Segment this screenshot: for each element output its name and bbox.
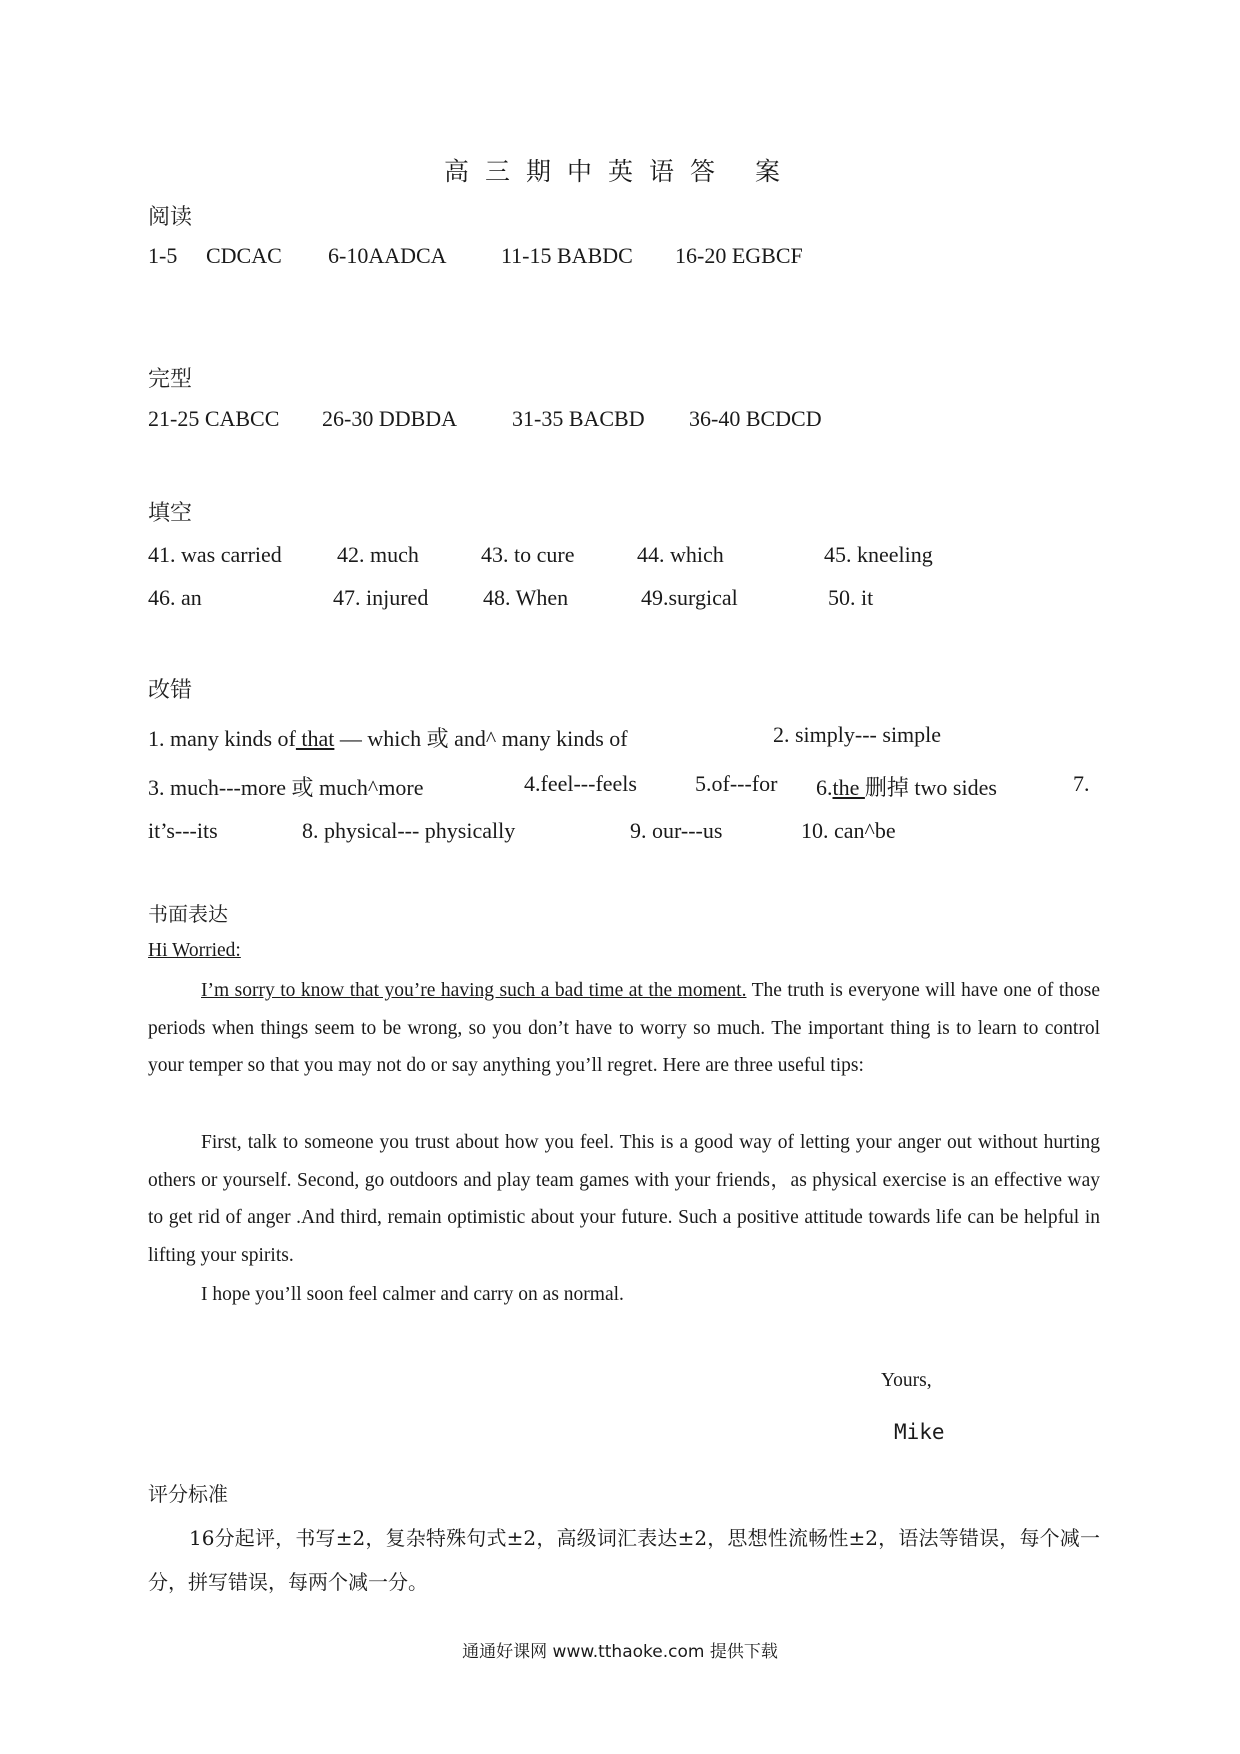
fill-answer-49: 49.surgical: [641, 585, 738, 610]
reading-group-2: 6-10AADCA: [328, 243, 447, 268]
correction-item-10: 10. can^be: [801, 818, 896, 843]
scoring-criteria: 16分起评，书写±2，复杂特殊句式±2，高级词汇表达±2，思想性流畅性±2，语法等错误，每个减一分，拼写错误，每两个减一分。: [148, 1526, 1100, 1594]
fill-answer-41: 41. was carried: [148, 542, 282, 567]
fill-answer-50: 50. it: [828, 585, 874, 610]
correction-item-5: 5.of---for: [695, 771, 778, 796]
fill-answer-46: 46. an: [148, 585, 202, 610]
footer-download-note: 通通好课网 www.tthaoke.com 提供下载: [462, 1642, 778, 1662]
reading-group-1-answers: CDCAC: [206, 243, 282, 268]
cloze-group-4: 36-40 BCDCD: [689, 406, 822, 431]
letter-signature: Mike: [894, 1420, 945, 1444]
letter-closing: Yours,: [881, 1370, 932, 1391]
section-label-scoring: 评分标准: [148, 1482, 228, 1506]
fill-answer-45: 45. kneeling: [824, 542, 933, 567]
letter-paragraph-2: First, talk to someone you trust about how you feel. This is a good way of letting your anger out without hurting others or yourself. Second, go outdoors and play team games with your friends，as physical exercise is an effective way to get rid of anger .And third, remain optimistic about your future. Such a positive attitude towards life can be helpful in lifting your spirits.: [148, 1132, 1100, 1266]
fill-answer-48: 48. When: [483, 585, 569, 610]
correction-item-6-the: the: [832, 775, 865, 800]
letter-opening-sentence: I’m sorry to know that you’re having such a bad time at the moment.: [201, 980, 747, 1001]
correction-item-4: 4.feel---feels: [524, 771, 637, 796]
correction-item-1: [148, 722, 628, 753]
fill-answer-43: 43. to cure: [481, 542, 575, 567]
cloze-group-3: 31-35 BACBD: [512, 406, 645, 431]
section-label-fill: 填空: [148, 501, 193, 526]
reading-group-3: 11-15 BABDC: [501, 243, 633, 268]
letter-paragraph-1: [148, 972, 1100, 1085]
fill-answer-44: 44. which: [637, 542, 724, 567]
correction-item-9: 9. our---us: [630, 818, 723, 843]
correction-item-1-that: that: [295, 726, 335, 751]
section-label-writing: 书面表达: [148, 902, 228, 926]
correction-item-1-prefix: 1. many kinds of: [148, 726, 296, 751]
letter-paragraph-1-body: The truth is everyone will have one of those periods when things seem to be wrong, so you don’t have to worry so much. The important thing is to learn to control your temper so that you may not do or say anything you’ll regret. Here are three useful tips:: [148, 980, 1101, 1076]
correction-item-6-fix: 删掉 two sides: [864, 775, 997, 800]
cloze-group-2: 26-30 DDBDA: [322, 406, 458, 431]
letter-paragraph-3: I hope you’ll soon feel calmer and carry on as normal.: [201, 1284, 624, 1305]
correction-item-1-fix: — which 或 and^ many kinds of: [334, 726, 628, 751]
section-label-cloze: 完型: [148, 367, 193, 392]
page-title: 高三期中英语答 案: [444, 157, 796, 186]
section-label-reading: 阅读: [148, 205, 193, 230]
correction-item-6-prefix: 6.: [816, 775, 833, 800]
cloze-group-1: 21-25 CABCC: [148, 406, 280, 431]
correction-item-7: it’s---its: [148, 818, 218, 843]
fill-answer-42: 42. much: [337, 542, 419, 567]
reading-group-1: 1-5: [148, 243, 178, 268]
fill-answer-47: 47. injured: [333, 585, 429, 610]
correction-item-8: 8. physical--- physically: [302, 818, 516, 843]
reading-group-4: 16-20 EGBCF: [675, 243, 803, 268]
letter-greeting: Hi Worried:: [148, 940, 241, 961]
correction-item-3: 3. much---more 或 much^more: [148, 775, 424, 800]
correction-item-7-number: 7.: [1073, 771, 1090, 796]
correction-item-2: 2. simply--- simple: [773, 722, 942, 747]
section-label-correction: 改错: [148, 678, 193, 703]
correction-item-6: [816, 771, 997, 802]
